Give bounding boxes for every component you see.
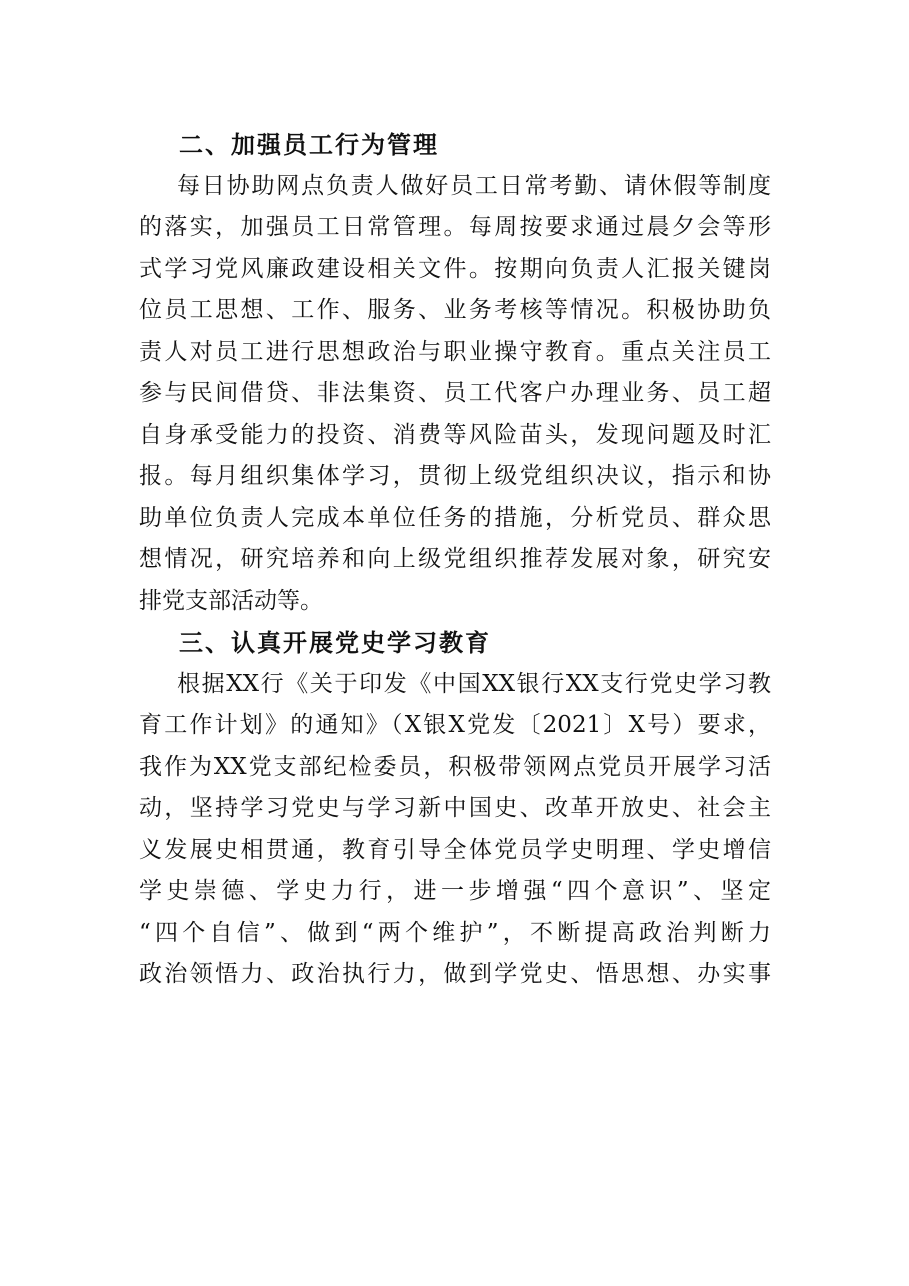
- paragraph-line: 位员工思想、工作、服务、业务考核等情况。积极协助负: [139, 297, 771, 323]
- paragraph-line: 排党支部活动等。: [139, 587, 323, 614]
- paragraph-line: 育工作计划》的通知》（X银X党发〔2021〕X号）要求，: [139, 712, 771, 738]
- section-3-paragraph: [139, 664, 771, 996]
- paragraph-line: 我作为XX党支部纪检委员，积极带领网点党员开展学习活: [139, 753, 771, 780]
- paragraph-line: 政治领悟力、政治执行力，做到学党史、悟思想、办实事: [139, 961, 771, 987]
- paragraph-line: 动，坚持学习党史与学习新中国史、改革开放史、社会主: [139, 795, 771, 821]
- paragraph-line: “四个自信”、做到“两个维护”，不断提高政治判断力: [139, 919, 771, 946]
- paragraph-line: 的落实，加强员工日常管理。每周按要求通过晨夕会等形: [139, 214, 771, 240]
- paragraph-line: 报。每月组织集体学习，贯彻上级党组织决议，指示和协: [139, 463, 771, 489]
- paragraph-line: 自身承受能力的投资、消费等风险苗头，发现问题及时汇: [139, 421, 771, 448]
- paragraph-line: 义发展史相贯通，教育引导全体党员学史明理、学史增信: [139, 836, 771, 863]
- section-3-heading: 三、认真开展党史学习教育: [179, 628, 491, 657]
- paragraph-line: 式学习党风廉政建设相关文件。按期向负责人汇报关键岗: [139, 255, 771, 282]
- document-body: [139, 124, 771, 996]
- paragraph-line: 根据XX行《关于印发《中国XX银行XX支行党史学习教: [177, 670, 771, 697]
- section-2-heading: 二、加强员工行为管理: [179, 130, 439, 159]
- paragraph-line: 想情况，研究培养和向上级党组织推荐发展对象，研究安: [139, 546, 771, 572]
- paragraph-line: 参与民间借贷、非法集资、员工代客户办理业务、员工超: [139, 380, 771, 406]
- paragraph-line: 责人对员工进行思想政治与职业操守教育。重点关注员工: [139, 338, 771, 365]
- paragraph-line: 助单位负责人完成本单位任务的措施，分析党员、群众思: [139, 504, 771, 531]
- section-2-paragraph: [139, 166, 771, 623]
- paragraph-line: 学史崇德、学史力行，进一步增强“四个意识”、坚定: [139, 878, 771, 904]
- paragraph-line: 每日协助网点负责人做好员工日常考勤、请休假等制度: [177, 172, 771, 199]
